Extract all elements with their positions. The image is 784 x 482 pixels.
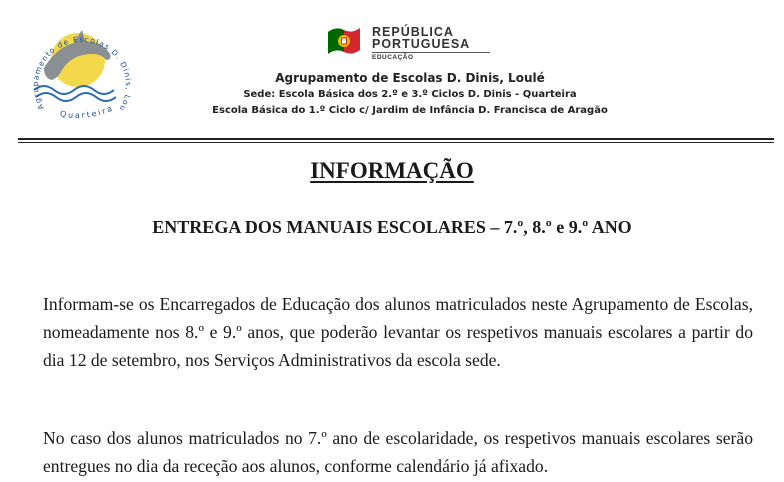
school-logo — [22, 8, 132, 126]
document-subtitle: ENTREGA DOS MANUAIS ESCOLARES – 7.º, 8.º e 9.º ANO — [152, 217, 632, 237]
logo-town-text: Quarteira — [59, 103, 116, 121]
header-school-group: Agrupamento de Escolas D. Dinis, Loulé — [275, 71, 545, 85]
government-logo — [326, 22, 496, 64]
portugal-flag-icon — [326, 26, 362, 54]
gov-divider — [372, 52, 490, 53]
paragraph-2: No caso dos alunos matriculados no 7.º ano de escolaridade, os respetivos manuais escolares serão entregues no dia da receção aos alunos, conforme calendário já afixado. — [43, 428, 753, 476]
logo-arc-text: Agrupamento de Escolas D. Dini Lou — [30, 34, 132, 114]
svg-text:Quarteira — [59, 103, 115, 120]
header-rule-thin — [18, 142, 774, 143]
header-rule-thick — [18, 138, 774, 140]
document-title: INFORMAÇÃO — [310, 158, 474, 183]
gov-line3: EDUCAÇÃO — [372, 54, 414, 61]
gov-line1: REPÚBLICA — [372, 25, 454, 39]
header-primary-school: Escola Básica do 1.º Ciclo c/ Jardim de Infância D. Francisca de Aragão — [212, 105, 608, 116]
paragraph-1: Informam-se os Encarregados de Educação dos alunos matriculados neste Agrupamento de Escolas, nomeadamente nos 8.º e 9.º anos, que poderão levantar os respetivos manuais escolares a partir do dia 12 de setembro, nos Serviços Administrativos da escola sede. — [43, 294, 753, 370]
gov-line2: PORTUGUESA — [372, 37, 471, 51]
header-seat: Sede: Escola Básica dos 2.º e 3.º Ciclos D. Dinis - Quarteira — [243, 89, 577, 100]
